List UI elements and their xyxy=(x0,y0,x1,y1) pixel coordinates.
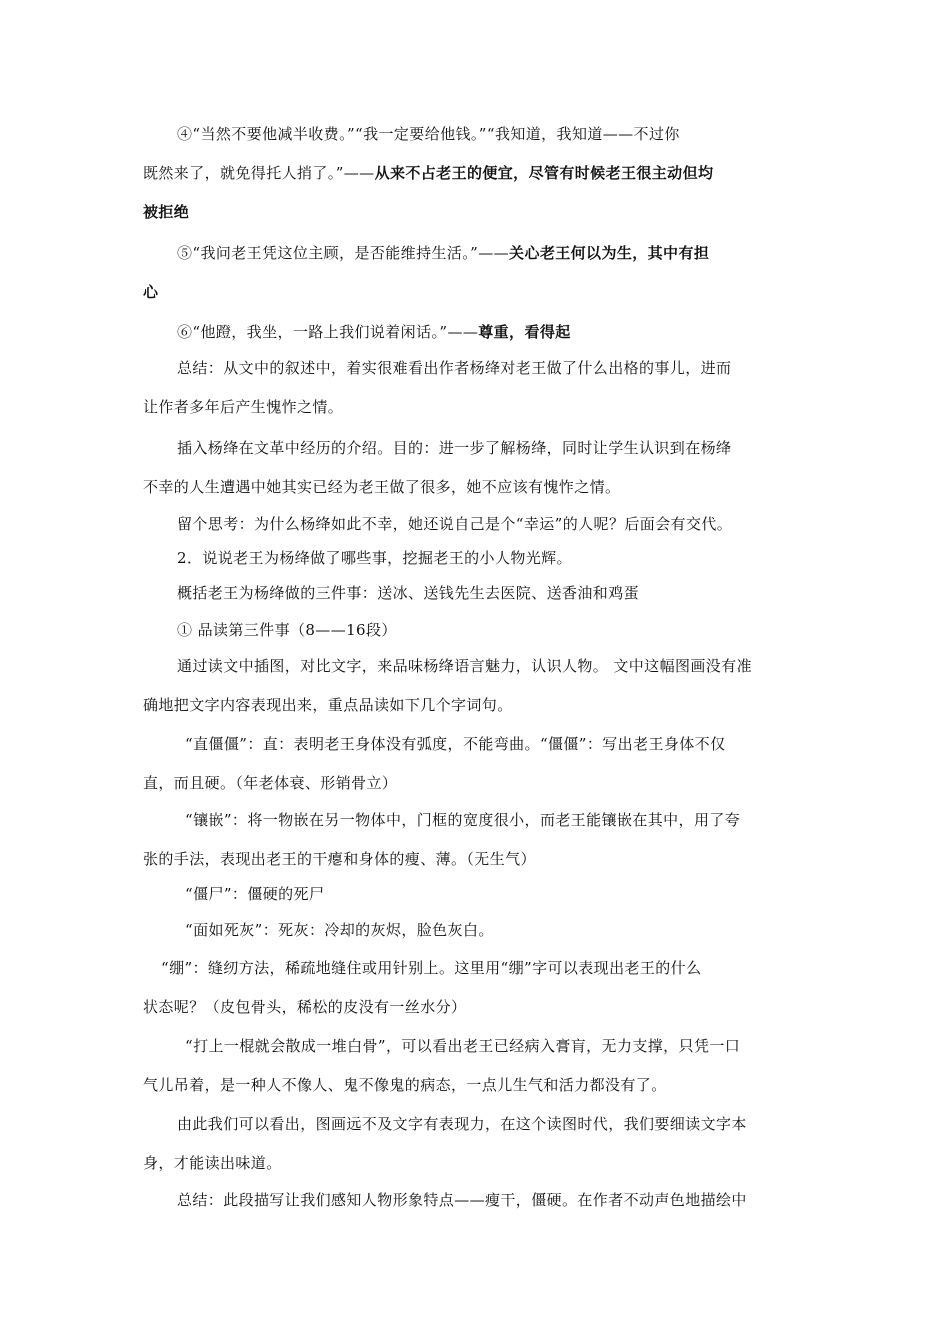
text-line: “面如死灰”：死灰：冷却的灰烬，脸色灰白。 xyxy=(185,921,494,939)
text-line: 2．说说老王为杨绛做了哪些事，挖掘老王的小人物光辉。 xyxy=(177,549,572,567)
text-line: 留个思考：为什么杨绛如此不幸，她还说自己是个“幸运”的人呢？后面会有交代。 xyxy=(177,515,733,533)
text-line xyxy=(143,243,811,263)
summary-three-things xyxy=(143,583,811,603)
text-line: 直，而且硬。（年老体衰、形销骨立） xyxy=(143,774,398,792)
quote-text: ⑤“我问老王凭这位主顾，是否能维持生活。”—— xyxy=(177,244,510,262)
text-line: “绷”：缝纫方法，稀疏地缝住或用针别上。这里用“绷”字可以表现出老王的什么 xyxy=(161,959,702,977)
word-analysis-xiangqian xyxy=(143,810,811,869)
text-line: “僵尸”：僵硬的死尸 xyxy=(185,885,325,903)
text-line: “镶嵌”：将一物嵌在另一物体中，门框的宽度很小，而老王能镶嵌在其中，用了夸 xyxy=(185,811,741,829)
insertion-paragraph xyxy=(143,438,811,497)
text-line: 不幸的人生遭遇中她其实已经为老王做了很多，她不应该有愧怍之情。 xyxy=(143,478,621,496)
text-line: 总结：此段描写让我们感知人物形象特点——瘦干，僵硬。在作者不动声色地描绘中 xyxy=(177,1191,747,1209)
text-line: 气儿吊着，是一种人不像人、鬼不像鬼的病态，一点儿生气和活力都没有了。 xyxy=(143,1076,667,1094)
phrase-analysis-baigu xyxy=(143,1036,811,1095)
text-line: ① 品读第三件事（8——16段） xyxy=(177,621,397,639)
conclusion-paragraph xyxy=(143,1114,811,1173)
text-line: “直僵僵”：直：表明老王身体没有弧度，不能弯曲。“僵僵”：写出老王身体不仅 xyxy=(185,735,726,753)
text-line: 插入杨绛在文革中经历的介绍。目的：进一步了解杨绛，同时让学生认识到在杨绛 xyxy=(177,439,732,457)
text-line: 张的手法，表现出老王的干瘪和身体的瘦、薄。（无生气） xyxy=(143,850,536,868)
final-summary-paragraph xyxy=(143,1190,811,1210)
word-analysis-beng xyxy=(143,958,811,1017)
text-line: 让作者多年后产生愧怍之情。 xyxy=(143,398,344,416)
quote-text: 既然来了，就免得托人捎了。”—— xyxy=(143,164,375,182)
bold-commentary: 心 xyxy=(143,283,159,301)
text-line: 通过读文中插图，对比文字，来品味杨绛语言魅力，认识人物。 文中这幅图画没有准 xyxy=(177,657,752,675)
text-line: ④“当然不要他减半收费。”“我一定要给他钱。”“我知道，我知道——不过你 xyxy=(177,125,680,143)
text-line xyxy=(143,322,811,342)
illustration-paragraph xyxy=(143,656,811,715)
word-analysis-zhijiangjiang xyxy=(143,734,811,793)
word-analysis-jiangshi xyxy=(143,884,811,904)
summary-paragraph xyxy=(143,358,811,417)
quote-text: ⑥“他蹬，我坐，一路上我们说着闲话。”—— xyxy=(177,323,479,341)
text-line: 状态呢？（皮包骨头，稀松的皮没有一丝水分） xyxy=(143,998,467,1016)
text-line: 确地把文字内容表现出来，重点品读如下几个字词句。 xyxy=(143,696,513,714)
paragraph-5-quote xyxy=(143,243,811,302)
bold-commentary: 被拒绝 xyxy=(143,203,190,221)
text-line xyxy=(143,163,811,183)
text-line: “打上一棍就会散成一堆白骨”，可以看出老王已经病入膏肓，无力支撑，只凭一口 xyxy=(185,1037,741,1055)
section-heading-2 xyxy=(143,548,811,568)
bold-commentary: 尊重，看得起 xyxy=(478,323,571,341)
text-line: 总结：从文中的叙述中，着实很难看出作者杨绛对老王做了什么出格的事儿，进而 xyxy=(177,359,732,377)
bold-commentary: 关心老王何以为生，其中有担 xyxy=(509,244,710,262)
paragraph-4-quote xyxy=(143,124,811,222)
question-paragraph xyxy=(143,514,811,534)
paragraph-6-quote xyxy=(143,322,811,342)
word-analysis-mianrusihui xyxy=(143,920,811,940)
bold-commentary: 从来不占老王的便宜，尽管有时候老王很主动但均 xyxy=(374,164,714,182)
text-line: 概括老王为杨绛做的三件事：送冰、送钱先生去医院、送香油和鸡蛋 xyxy=(177,584,640,602)
text-line: 身，才能读出味道。 xyxy=(143,1154,282,1172)
subsection-heading xyxy=(143,620,811,640)
text-line: 由此我们可以看出，图画远不及文字有表现力，在这个读图时代，我们要细读文字本 xyxy=(177,1115,747,1133)
